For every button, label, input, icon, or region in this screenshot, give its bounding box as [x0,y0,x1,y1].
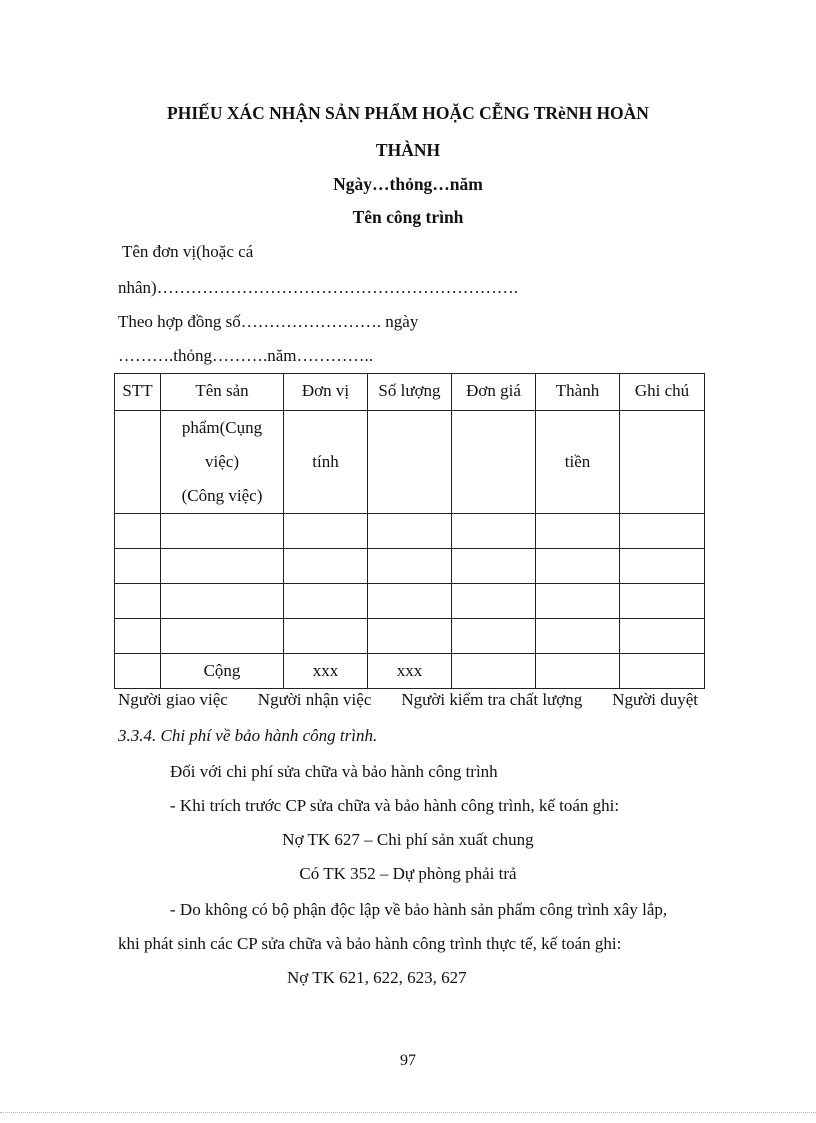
table-cell [115,584,161,619]
table-cell [368,549,452,584]
total-unit-cell: xxx [284,654,368,689]
table-cell [452,549,536,584]
table-cell [452,654,536,689]
table-row [115,619,705,654]
header-cell-unit-price: Đơn giá [452,374,536,411]
table-cell [620,411,705,514]
table-cell [536,549,620,584]
confirmation-table [114,373,705,689]
table-cell [452,514,536,549]
table-cell [368,411,452,514]
table-cell [368,584,452,619]
table-cell [284,619,368,654]
contract-date-line: ……….thỏng……….năm………….. [118,346,373,365]
header-cell-product-name: Tên sản [161,374,284,411]
table-cell [115,549,161,584]
page-number: 97 [400,1052,416,1069]
project-name-line: Tên công trình [352,207,464,227]
signature-approver: Người duyệt [612,690,698,709]
signature-assigner: Người giao việc [118,690,228,709]
table-cell [284,514,368,549]
header-cell-unit: Đơn vị [284,374,368,411]
unit-continued-text: tính [312,452,339,471]
accounting-entry: Nợ TK 627 – Chi phí sản xuất chung [282,830,534,849]
table-cell [452,619,536,654]
table-row [115,584,705,619]
table-header-row [115,374,705,411]
product-name-line: (Công việc) [181,486,263,505]
table-cell [161,619,284,654]
table-cell [161,549,284,584]
header-cell-product-name-continued [161,411,284,514]
paragraph: khi phát sinh các CP sửa chữa và bảo hành công trình thực tế, kế toán ghi: [118,934,622,953]
table-cell [620,549,705,584]
table-cell [284,549,368,584]
document-title-line1: PHIẾU XÁC NHẬN SẢN PHẨM HOẶC CỄNG TRèNH HOÀN [167,103,649,123]
paragraph: - Khi trích trước CP sửa chữa và bảo hành công trình, kế toán ghi: [170,796,620,815]
table-row [115,549,705,584]
table-cell [620,514,705,549]
total-quantity-cell: xxx [368,654,452,689]
table-cell [284,584,368,619]
table-cell [368,514,452,549]
header-cell-note: Ghi chú [620,374,705,411]
document-title-line2: THÀNH [375,140,441,160]
section-heading: 3.3.4. Chi phí về bảo hành công trình. [118,726,378,745]
paragraph: - Do không có bộ phận độc lập về bảo hành sản phẩm công trình xây lắp, [170,900,668,919]
table-cell [115,654,161,689]
date-line: Ngày…thỏng…năm [333,174,483,194]
header-cell-unit-continued [284,411,368,514]
header-cell-quantity: Số lượng [368,374,452,411]
table-cell [536,514,620,549]
header-cell-amount-continued [536,411,620,514]
page-edge-divider [0,1112,816,1113]
table-cell [536,619,620,654]
contract-number-line: Theo hợp đồng số……………………. ngày [118,312,419,331]
table-cell [452,584,536,619]
table-total-row [115,654,705,689]
table-cell [620,619,705,654]
signature-row [118,690,698,710]
table-cell [115,619,161,654]
table-cell [368,619,452,654]
unit-name-line: nhân)………………………………………………………. [118,278,518,297]
header-cell-stt: STT [115,374,161,411]
header-cell-amount: Thành [536,374,620,411]
signature-quality-inspector: Người kiểm tra chất lượng [401,690,583,709]
unit-name-label: Tên đơn vị(hoặc cá [122,242,254,261]
table-cell [452,411,536,514]
table-cell [536,654,620,689]
table-cell [115,411,161,514]
signature-receiver: Người nhận việc [257,690,372,709]
accounting-entry: Có TK 352 – Dự phòng phải trả [299,864,517,883]
table-cell [161,584,284,619]
table-cell [115,514,161,549]
table-cell [620,654,705,689]
amount-continued-text: tiền [564,452,591,471]
table-row [115,514,705,549]
product-name-line: việc) [205,452,239,471]
total-label-cell: Cộng [161,654,284,689]
paragraph: Đối với chi phí sửa chữa và bảo hành công trình [170,762,498,781]
table-cell [536,584,620,619]
product-name-line: phẩm(Cụng [181,418,263,437]
table-cell [620,584,705,619]
table-header-row-continued [115,411,705,514]
table-cell [161,514,284,549]
accounting-entry: Nợ TK 621, 622, 623, 627 [287,968,467,987]
